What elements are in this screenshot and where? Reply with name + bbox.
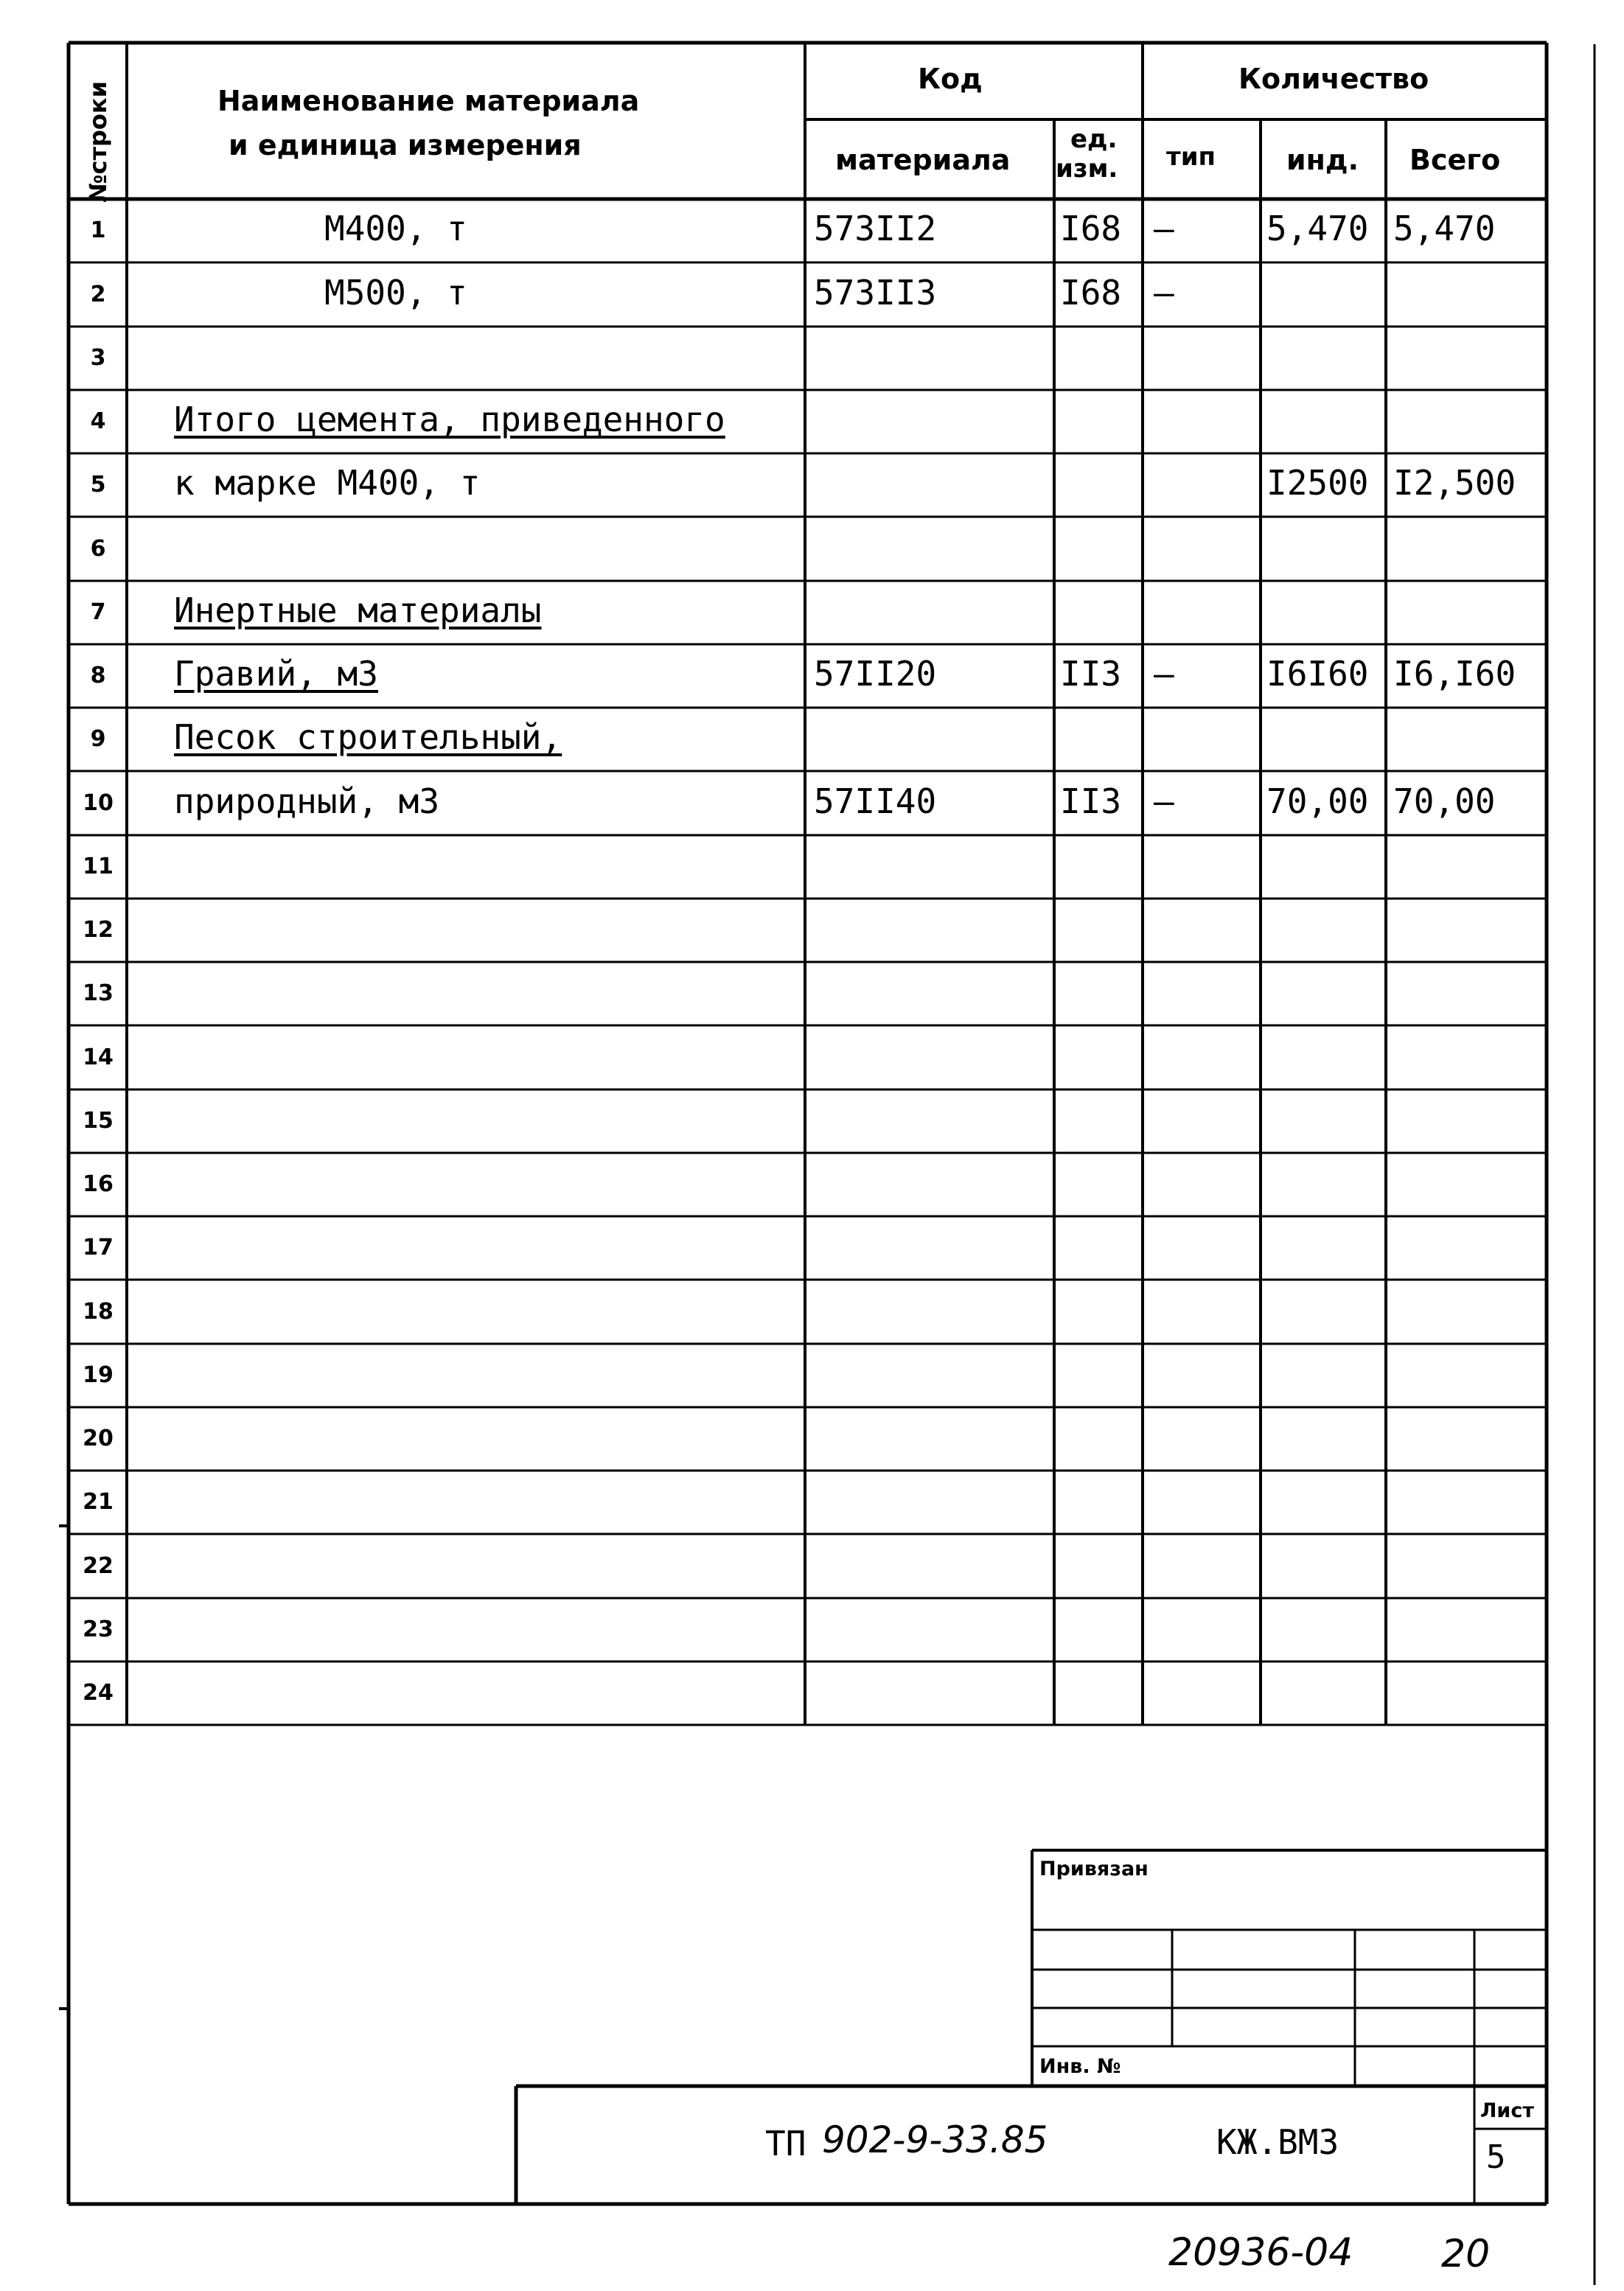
- material-name-cell: Итого цемента, приведенного: [174, 400, 725, 439]
- type-quantity-cell: –: [1154, 654, 1174, 694]
- row-number: 22: [83, 1552, 114, 1579]
- row-number: 16: [83, 1171, 114, 1197]
- quantity-header: Количество: [1238, 63, 1429, 95]
- row-number: 18: [83, 1298, 114, 1325]
- material-name-cell: М400, т: [324, 209, 467, 248]
- row-number: 4: [90, 408, 106, 434]
- sheet-number: 5: [1486, 2138, 1506, 2176]
- name-header-line1: Наименование материала: [217, 85, 640, 117]
- material-name-cell: Инертные материалы: [174, 590, 542, 630]
- row-number: 17: [83, 1235, 114, 1260]
- total-quantity-cell: I2,500: [1393, 463, 1516, 503]
- unit-code-cell: I68: [1060, 209, 1122, 248]
- row-number: 8: [90, 663, 106, 688]
- material-code-cell: 57II20: [814, 654, 937, 694]
- row-number: 3: [90, 345, 106, 371]
- row-number: 19: [83, 1362, 114, 1388]
- row-number: 21: [83, 1489, 114, 1515]
- unit-header-line2: изм.: [1056, 154, 1118, 184]
- document-mark: КЖ.ВМ3: [1216, 2122, 1339, 2162]
- row-number: 7: [90, 599, 106, 625]
- inventory-number-label: Инв. №: [1039, 2055, 1121, 2078]
- total-quantity-cell: I6,I60: [1393, 654, 1516, 694]
- material-name-cell: Гравий, м3: [174, 654, 378, 694]
- row-number: 20: [83, 1426, 114, 1451]
- type-quantity-cell: –: [1154, 272, 1174, 313]
- material-code-cell: 573II3: [814, 272, 937, 313]
- ind-header: инд.: [1286, 144, 1359, 176]
- row-number: 5: [90, 472, 106, 498]
- row-number: 6: [90, 535, 106, 562]
- archive-page-number: 20: [1441, 2232, 1491, 2276]
- total-header: Всего: [1409, 144, 1501, 176]
- total-quantity-cell: 5,470: [1393, 209, 1496, 248]
- unit-header-line1: ед.: [1070, 125, 1118, 154]
- row-number: 15: [83, 1108, 114, 1134]
- individual-quantity-cell: 5,470: [1266, 209, 1369, 248]
- row-number-header: №строки: [84, 80, 112, 203]
- individual-quantity-cell: I6I60: [1266, 654, 1369, 694]
- material-code-cell: 57II40: [814, 781, 937, 821]
- material-name-cell: природный, м3: [174, 781, 440, 821]
- row-number: 9: [90, 726, 106, 752]
- document-code-prefix: ТП: [765, 2124, 806, 2163]
- unit-code-cell: II3: [1060, 654, 1122, 694]
- row-number: 10: [83, 789, 114, 816]
- type-quantity-cell: –: [1154, 209, 1174, 248]
- row-number: 12: [83, 917, 114, 943]
- individual-quantity-cell: 70,00: [1266, 781, 1369, 821]
- row-number: 23: [83, 1617, 114, 1642]
- row-number: 1: [90, 217, 106, 243]
- type-quantity-cell: –: [1154, 781, 1174, 821]
- row-number: 2: [90, 281, 106, 307]
- row-number: 13: [83, 980, 114, 1006]
- material-name-cell: к марке М400, т: [174, 463, 481, 503]
- row-number: 14: [83, 1044, 114, 1070]
- unit-code-cell: I68: [1060, 272, 1122, 313]
- individual-quantity-cell: I2500: [1266, 463, 1369, 503]
- code-header: Код: [918, 63, 983, 95]
- row-number: 24: [83, 1680, 114, 1706]
- material-name-cell: М500, т: [324, 272, 467, 313]
- material-name-cell: Песок строительный,: [174, 717, 562, 757]
- total-quantity-cell: 70,00: [1393, 781, 1496, 821]
- bound-label: Привязан: [1039, 1858, 1149, 1880]
- unit-code-cell: II3: [1060, 781, 1122, 821]
- document-code: 902-9-33.85: [822, 2119, 1048, 2161]
- name-header-line2: и единица измерения: [229, 129, 582, 161]
- type-header: тип: [1166, 142, 1216, 172]
- row-number: 11: [83, 854, 114, 879]
- sheet-label: Лист: [1480, 2099, 1534, 2122]
- material-code-cell: 573II2: [814, 209, 937, 248]
- archive-number: 20936-04: [1168, 2231, 1353, 2275]
- material-code-header: материала: [835, 144, 1011, 176]
